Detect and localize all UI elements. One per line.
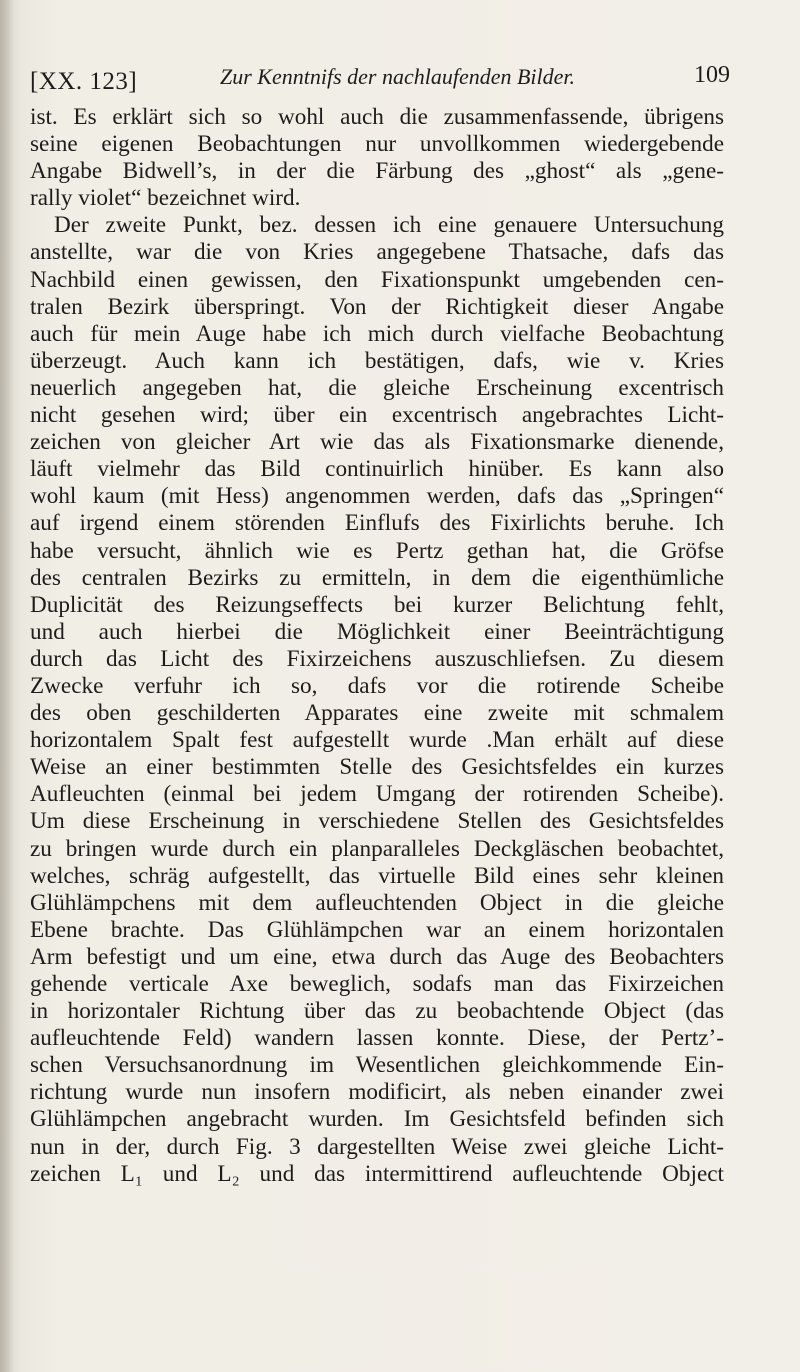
text-line: seine eigenen Beobachtungen nur unvollkommen wiedergebende [30,131,724,158]
running-head [30,62,730,102]
text-line: nun in der, durch Fig. 3 dargestellten Weise zwei gleiche Licht- [30,1133,724,1160]
text-line: schen Versuchsanordnung im Wesentlichen gleichkommende Ein- [30,1052,724,1079]
text-line: auf irgend einem störenden Einflufs des Fixirlichts beruhe. Ich [30,510,724,537]
text-line: nicht gesehen wird; über ein excentrisch angebrachtes Licht- [30,402,724,429]
text-line: tralen Bezirk überspringt. Von der Richtigkeit dieser Angabe [30,293,724,320]
text-line: gehende verticale Axe beweglich, sodafs man das Fixirzeichen [30,971,724,997]
text-line: wohl kaum (mit Hess) angenommen werden, dafs das „Springen“ [30,483,724,510]
text-line: neuerlich angegeben hat, die gleiche Erscheinung excentrisch [30,374,724,401]
text-line: habe versucht, ähnlich wie es Pertz gethan hat, die Gröfse [30,537,724,564]
text-line: Aufleuchten (einmal bei jedem Umgang der rotirenden Scheibe). [30,781,724,808]
text-line: Weise an einer bestimmten Stelle des Gesichtsfeldes ein kurzes [30,754,724,781]
text-line: richtung wurde nun insofern modificirt, als neben einander zwei [30,1079,724,1106]
text-line: läuft vielmehr das Bild continuirlich hinüber. Es kann also [30,456,724,483]
text-line: und auch hierbei die Möglichkeit einer Beeinträchtigung [30,618,724,645]
running-title: Zur Kenntnifs der nachlaufenden Bilder. [220,64,576,89]
text-line: Arm befestigt und um eine, etwa durch das Auge des Beobachters [30,943,724,970]
text-line: Um diese Erscheinung in verschiedene Stellen des Gesichtsfeldes [30,808,724,835]
text-line: anstellte, war die von Kries angegebene Thatsache, dafs das [30,239,724,266]
text-line: überzeugt. Auch kann ich bestätigen, dafs, wie v. Kries [30,347,724,374]
text-line: in horizontaler Richtung über das zu beobachtende Object (das [30,998,724,1025]
text-line: welches, schräg aufgestellt, das virtuelle Bild eines sehr kleinen [30,862,724,889]
section-reference: [XX. 123] [30,68,138,95]
text-line: Glühlämpchen angebracht wurden. Im Gesichtsfeld befinden sich [30,1106,724,1133]
text-line: Glühlämpchens mit dem aufleuchtenden Object in die gleiche [30,889,724,916]
text-line: ist. Es erklärt sich so wohl auch die zusammenfassende, übrigens [30,104,724,130]
text-line: Der zweite Punkt, bez. dessen ich eine genauere Untersuchung [54,212,724,239]
text-line: Nachbild einen gewissen, den Fixationspunkt umgebenden cen- [30,266,724,293]
text-line: Ebene brachte. Das Glühlämpchen war an einem horizontalen [30,916,724,943]
page-number: 109 [694,62,730,88]
text-line: rally violet“ bezeichnet wird. [30,185,301,212]
text-line: auch für mein Auge habe ich mich durch vielfache Beobachtung [30,320,724,347]
text-line: des oben geschilderten Apparates eine zweite mit schmalem [30,700,724,727]
text-line: horizontalem Spalt fest aufgestellt wurde .Man erhält auf diese [30,727,724,754]
body-paragraphs [30,104,724,1188]
text-line: Duplicität des Reizungseffects bei kurzer Belichtung fehlt, [30,591,724,618]
text-line: aufleuchtende Feld) wandern lassen konnte. Diese, der Pertz’- [30,1025,724,1052]
text-line: zeichen von gleicher Art wie das als Fixationsmarke dienende, [30,429,724,456]
text-line: des centralen Bezirks zu ermitteln, in dem die eigenthümliche [30,564,724,591]
binding-shadow [0,0,14,1372]
text-line: zeichen L₁ und L₂ und das intermittirend aufleuchtende Object [30,1160,724,1187]
text-line: zu bringen wurde durch ein planparalleles Deckgläschen beobachtet, [30,835,724,862]
text-line: Zwecke verfuhr ich so, dafs vor die rotirende Scheibe [30,672,724,699]
text-line: Angabe Bidwell’s, in der die Färbung des „ghost“ als „gene- [30,158,724,185]
text-line: durch das Licht des Fixirzeichens auszuschliefsen. Zu diesem [30,645,724,672]
